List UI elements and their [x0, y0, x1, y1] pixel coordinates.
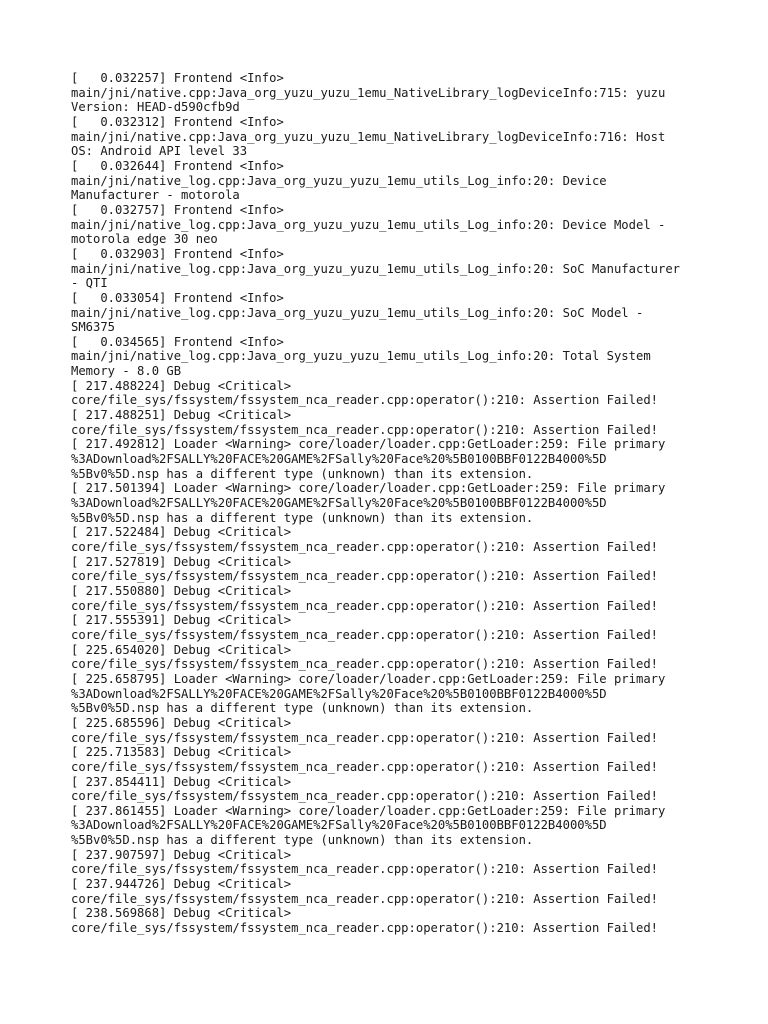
log-line: main/jni/native_log.cpp:Java_org_yuzu_yuzu_1emu_utils_Log_info:20: Device [71, 173, 607, 188]
log-line: Manufacturer - motorola [71, 188, 240, 203]
log-line: [ 217.550880] Debug <Critical> [71, 583, 292, 598]
log-line: [ 237.907597] Debug <Critical> [71, 847, 292, 862]
log-line: core/file_sys/fssystem/fssystem_nca_reader.cpp:operator():210: Assertion Failed! [71, 393, 658, 408]
log-line: [ 0.034565] Frontend <Info> [71, 334, 284, 349]
log-line: [ 0.032644] Frontend <Info> [71, 158, 284, 173]
log-text [71, 71, 768, 936]
log-line: core/file_sys/fssystem/fssystem_nca_reader.cpp:operator():210: Assertion Failed! [71, 921, 658, 936]
log-line: core/file_sys/fssystem/fssystem_nca_reader.cpp:operator():210: Assertion Failed! [71, 422, 658, 437]
log-line: [ 217.492812] Loader <Warning> core/loader/loader.cpp:GetLoader:259: File primary [71, 437, 666, 452]
log-line: [ 0.032757] Frontend <Info> [71, 202, 284, 217]
log-line: [ 217.555391] Debug <Critical> [71, 613, 292, 628]
log-line: [ 217.522484] Debug <Critical> [71, 525, 292, 540]
log-line: [ 225.685596] Debug <Critical> [71, 715, 292, 730]
log-line: [ 217.501394] Loader <Warning> core/loader/loader.cpp:GetLoader:259: File primary [71, 481, 666, 496]
log-line: SM6375 [71, 320, 116, 335]
log-line: core/file_sys/fssystem/fssystem_nca_reader.cpp:operator():210: Assertion Failed! [71, 862, 658, 877]
log-line: core/file_sys/fssystem/fssystem_nca_reader.cpp:operator():210: Assertion Failed! [71, 789, 658, 804]
log-line: [ 217.527819] Debug <Critical> [71, 554, 292, 569]
log-line: %3ADownload%2FSALLY%20FACE%20GAME%2FSally%20Face%20%5B0100BBF0122B4000%5D [71, 452, 607, 467]
log-line: main/jni/native_log.cpp:Java_org_yuzu_yuzu_1emu_utils_Log_info:20: Device Model - [71, 217, 666, 232]
log-line: - QTI [71, 276, 108, 291]
log-line: [ 238.569868] Debug <Critical> [71, 906, 292, 921]
log-line: %3ADownload%2FSALLY%20FACE%20GAME%2FSally%20Face%20%5B0100BBF0122B4000%5D [71, 686, 607, 701]
log-line: [ 217.488224] Debug <Critical> [71, 378, 292, 393]
log-line: [ 217.488251] Debug <Critical> [71, 408, 292, 423]
log-line: %5Bv0%5D.nsp has a different type (unknown) than its extension. [71, 510, 534, 525]
log-line: [ 225.713583] Debug <Critical> [71, 745, 292, 760]
log-line: core/file_sys/fssystem/fssystem_nca_reader.cpp:operator():210: Assertion Failed! [71, 891, 658, 906]
log-line: core/file_sys/fssystem/fssystem_nca_reader.cpp:operator():210: Assertion Failed! [71, 569, 658, 584]
log-line: core/file_sys/fssystem/fssystem_nca_reader.cpp:operator():210: Assertion Failed! [71, 759, 658, 774]
log-line: [ 237.854411] Debug <Critical> [71, 774, 292, 789]
log-line: main/jni/native.cpp:Java_org_yuzu_yuzu_1emu_NativeLibrary_logDeviceInfo:716: Host [71, 129, 666, 144]
log-line: Memory - 8.0 GB [71, 364, 182, 379]
log-line: %3ADownload%2FSALLY%20FACE%20GAME%2FSally%20Face%20%5B0100BBF0122B4000%5D [71, 818, 607, 833]
log-line: %5Bv0%5D.nsp has a different type (unknown) than its extension. [71, 833, 534, 848]
log-line: [ 0.032312] Frontend <Info> [71, 114, 284, 129]
log-line: main/jni/native_log.cpp:Java_org_yuzu_yuzu_1emu_utils_Log_info:20: SoC Manufacturer [71, 261, 681, 276]
log-line: [ 0.033054] Frontend <Info> [71, 290, 284, 305]
log-line: Version: HEAD-d590cfb9d [71, 100, 240, 115]
log-line: core/file_sys/fssystem/fssystem_nca_reader.cpp:operator():210: Assertion Failed! [71, 598, 658, 613]
log-line: core/file_sys/fssystem/fssystem_nca_reader.cpp:operator():210: Assertion Failed! [71, 540, 658, 554]
log-line: [ 225.654020] Debug <Critical> [71, 642, 292, 657]
log-line: motorola edge 30 neo [71, 232, 218, 247]
log-line: [ 237.861455] Loader <Warning> core/loader/loader.cpp:GetLoader:259: File primary [71, 803, 666, 818]
log-line: main/jni/native.cpp:Java_org_yuzu_yuzu_1emu_NativeLibrary_logDeviceInfo:715: yuzu [71, 85, 666, 100]
log-line: %5Bv0%5D.nsp has a different type (unknown) than its extension. [71, 701, 534, 716]
log-line: OS: Android API level 33 [71, 144, 248, 159]
log-line: main/jni/native_log.cpp:Java_org_yuzu_yuzu_1emu_utils_Log_info:20: SoC Model - [71, 305, 644, 320]
log-line: [ 237.944726] Debug <Critical> [71, 877, 292, 892]
log-line: %3ADownload%2FSALLY%20FACE%20GAME%2FSally%20Face%20%5B0100BBF0122B4000%5D [71, 496, 607, 511]
log-line: core/file_sys/fssystem/fssystem_nca_reader.cpp:operator():210: Assertion Failed! [71, 730, 658, 745]
log-line: main/jni/native_log.cpp:Java_org_yuzu_yuzu_1emu_utils_Log_info:20: Total System [71, 349, 651, 364]
log-line: core/file_sys/fssystem/fssystem_nca_reader.cpp:operator():210: Assertion Failed! [71, 657, 658, 672]
log-line: [ 225.658795] Loader <Warning> core/loader/loader.cpp:GetLoader:259: File primary [71, 671, 666, 686]
log-line: [ 0.032257] Frontend <Info> [71, 71, 284, 85]
log-line: [ 0.032903] Frontend <Info> [71, 246, 284, 261]
log-line: core/file_sys/fssystem/fssystem_nca_reader.cpp:operator():210: Assertion Failed! [71, 627, 658, 642]
log-line: %5Bv0%5D.nsp has a different type (unknown) than its extension. [71, 466, 534, 481]
